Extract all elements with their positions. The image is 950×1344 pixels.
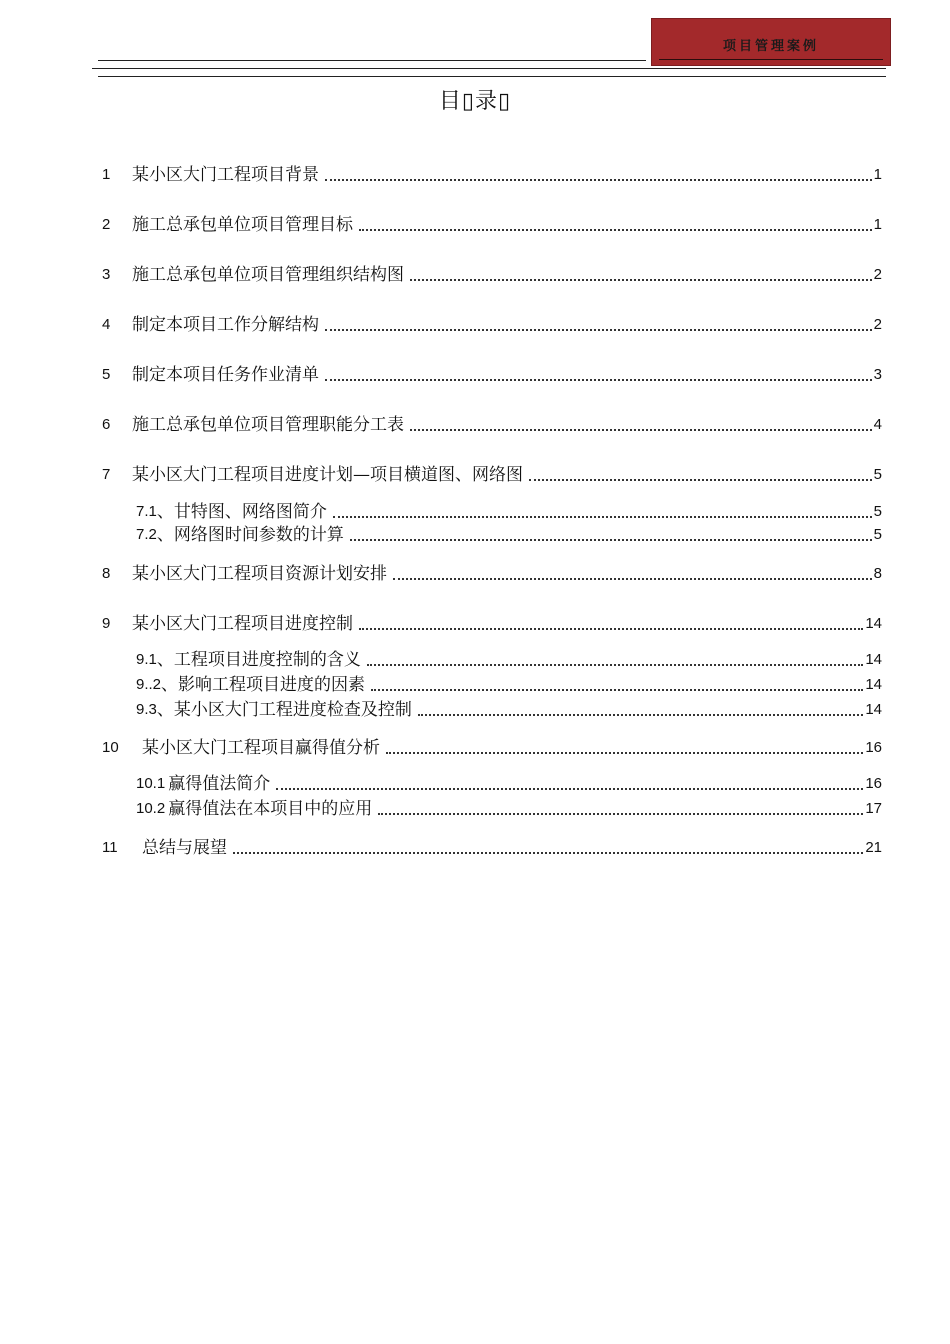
toc-entry-number: 4: [102, 316, 111, 333]
header-rule-bottom: [98, 76, 886, 77]
toc-entry-label: 赢得值法在本项目中的应用: [168, 799, 373, 819]
header-left-line: [98, 60, 646, 61]
toc-entry-number: 11: [102, 839, 118, 856]
toc-entry-label: 某小区大门工程项目背景: [132, 165, 319, 185]
toc-entry-page: 21: [865, 839, 882, 856]
toc-entry-page: 1: [873, 166, 882, 183]
toc-leader-dots: [276, 788, 863, 790]
toc-leader-dots: [367, 664, 863, 666]
toc-entry-number: 10.1: [136, 775, 166, 792]
toc-entry-page: 17: [865, 800, 882, 817]
toc-leader-dots: [350, 539, 872, 541]
toc-entry-number: 7.1: [136, 503, 157, 520]
toc-entry-page: 3: [873, 366, 882, 383]
toc-entry-page: 5: [873, 466, 882, 483]
toc-entry-number: 9.1: [136, 651, 157, 668]
toc-entry[interactable]: [102, 414, 882, 436]
toc-entry-label: 某小区大门工程项目资源计划安排: [132, 564, 387, 584]
toc-leader-dots: [410, 279, 872, 281]
toc-entry-label: 施工总承包单位项目管理组织结构图: [132, 265, 404, 285]
toc-entry-label: 施工总承包单位项目管理职能分工表: [132, 415, 404, 435]
header-rule: [92, 68, 886, 69]
toc-entry-page: 5: [873, 526, 882, 543]
toc-subentry[interactable]: [136, 674, 882, 696]
toc-entry-label: 、工程项目进度控制的含义: [156, 650, 361, 670]
toc-entry-page: 14: [865, 615, 882, 632]
toc-entry-page: 14: [865, 651, 882, 668]
toc-entry[interactable]: [102, 164, 882, 186]
toc-title: 目▯录▯: [438, 89, 512, 114]
toc-entry-page: 16: [865, 739, 882, 756]
header-badge-text: 项目管理案例: [722, 39, 819, 54]
toc-entry-number: 8: [102, 565, 111, 582]
toc-entry-number: 9: [102, 615, 111, 632]
toc-subentry[interactable]: [136, 699, 882, 721]
toc-entry-number: 5: [102, 366, 111, 383]
toc-entry-number: 1: [102, 166, 111, 183]
toc-entry[interactable]: [102, 314, 882, 336]
toc-entry-page: 8: [873, 565, 882, 582]
toc-entry[interactable]: [102, 214, 882, 236]
toc-subentry[interactable]: [136, 798, 882, 820]
toc-entry-label: 施工总承包单位项目管理目标: [132, 215, 353, 235]
toc-entry[interactable]: [102, 613, 882, 635]
toc-entry[interactable]: [102, 837, 882, 859]
toc-leader-dots: [393, 578, 872, 580]
toc-leader-dots: [418, 714, 863, 716]
toc-entry-label: 、某小区大门工程进度检查及控制: [156, 700, 412, 720]
toc-entry-page: 2: [873, 266, 882, 283]
toc-leader-dots: [386, 752, 863, 754]
toc-entry-label: 、甘特图、网络图简介: [156, 502, 327, 522]
toc-entry-label: 总结与展望: [142, 838, 227, 858]
toc-entry-label: 、影响工程项目进度的因素: [161, 675, 366, 695]
toc-entry-number: 2: [102, 216, 111, 233]
toc-entry[interactable]: [102, 737, 882, 759]
toc-entry-number: 10: [102, 739, 119, 756]
toc-entry-number: 9..2: [136, 676, 162, 693]
toc-subentry[interactable]: [136, 501, 882, 523]
toc-leader-dots: [233, 852, 863, 854]
toc-entry-number: 9.3: [136, 701, 157, 718]
toc-leader-dots: [371, 689, 863, 691]
toc-entry-number: 7.2: [136, 526, 157, 543]
toc-entry-label: 、网络图时间参数的计算: [156, 525, 344, 545]
toc-entry-page: 2: [873, 316, 882, 333]
toc-entry-label: 制定本项目工作分解结构: [132, 315, 319, 335]
toc-entry-page: 14: [865, 701, 882, 718]
toc-entry-number: 3: [102, 266, 111, 283]
toc-entry-label: 某小区大门工程项目进度计划—项目横道图、网络图: [132, 465, 523, 485]
toc-entry-number: 6: [102, 416, 111, 433]
toc-entry[interactable]: [102, 364, 882, 386]
toc-entry-page: 14: [865, 676, 882, 693]
toc-subentry[interactable]: [136, 773, 882, 795]
toc-entry-page: 16: [865, 775, 882, 792]
toc-leader-dots: [333, 516, 872, 518]
toc-entry-page: 4: [873, 416, 882, 433]
toc-leader-dots: [359, 628, 863, 630]
toc-leader-dots: [359, 229, 872, 231]
toc-leader-dots: [325, 179, 872, 181]
toc-entry-page: 1: [873, 216, 882, 233]
toc-leader-dots: [410, 429, 872, 431]
toc-subentry[interactable]: [136, 649, 882, 671]
toc-entry-page: 5: [873, 503, 882, 520]
toc-entry-label: 制定本项目任务作业清单: [132, 365, 319, 385]
toc-subentry[interactable]: [136, 524, 882, 546]
toc-leader-dots: [325, 379, 872, 381]
toc-entry[interactable]: [102, 563, 882, 585]
toc-entry-label: 某小区大门工程项目赢得值分析: [142, 738, 380, 758]
toc-entry-label: 某小区大门工程项目进度控制: [132, 614, 353, 634]
toc-entry-label: 赢得值法简介: [168, 774, 271, 794]
toc-leader-dots: [378, 813, 863, 815]
toc-entry-number: 7: [102, 466, 111, 483]
toc-entry[interactable]: [102, 264, 882, 286]
header-badge: [651, 18, 891, 66]
toc-leader-dots: [325, 329, 872, 331]
toc-entry-number: 10.2: [136, 800, 166, 817]
toc-leader-dots: [529, 479, 872, 481]
header-badge-underline: [659, 59, 883, 60]
toc-entry[interactable]: [102, 464, 882, 486]
